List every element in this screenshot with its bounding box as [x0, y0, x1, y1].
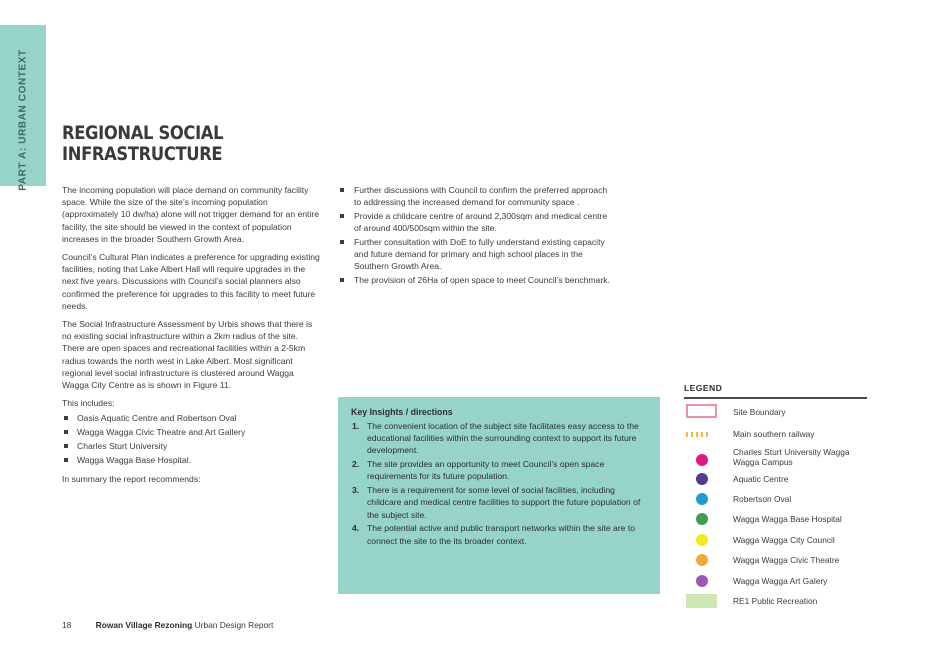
csu-campus-marker — [696, 454, 708, 466]
list-item — [351, 420, 646, 457]
item-number: 2. — [352, 459, 360, 470]
body-column-left — [62, 184, 320, 491]
body-column-right — [338, 184, 613, 287]
legend-label: Wagga Wagga Art Galery — [733, 576, 828, 586]
includes-list — [62, 412, 320, 466]
list-item: The provision of 26Ha of open space to meet Council’s benchmark. — [338, 274, 613, 286]
legend-label: Main southern railway — [733, 429, 815, 439]
base-hospital-marker — [696, 513, 708, 525]
cultural-plan-paragraph: Council’s Cultural Plan indicates a preference for upgrading existing facilities, noting that Lake Albert Hall will require upgrades in the next five years. Discussions with Council’s social planners also confirmed the preference for upgrades to this facility to meet future needs. — [62, 252, 320, 311]
key-insights-list — [351, 420, 646, 547]
list-item: Provide a childcare centre of around 2,300sqm and medical centre of around 400/500sqm within the site. — [338, 210, 613, 234]
includes-intro: This includes: — [62, 398, 115, 409]
legend-label: Wagga Wagga Civic Theatre — [733, 555, 840, 565]
recommendations-list — [338, 184, 613, 286]
public-recreation-swatch — [686, 594, 717, 608]
list-item: Charles Sturt University — [62, 440, 320, 452]
key-insights-box — [338, 397, 660, 594]
list-item: Further discussions with Council to confirm the preferred approach to addressing the increased demand for community space . — [338, 184, 613, 208]
item-number: 3. — [352, 485, 360, 496]
legend-label: RE1 Public Recreation — [733, 596, 818, 606]
list-item: Wagga Wagga Base Hospital. — [62, 454, 320, 466]
page-title-line-1: REGIONAL SOCIAL — [62, 122, 224, 144]
page-title — [62, 123, 286, 165]
list-item — [351, 458, 646, 482]
item-text: The convenient location of the subject site facilitates easy access to the educational facilities within the surrounding context to support its future development. — [367, 421, 639, 456]
page-footer — [62, 620, 273, 630]
map-legend — [684, 383, 867, 606]
robertson-oval-marker — [696, 493, 708, 505]
legend-label: Wagga Wagga City Council — [733, 535, 835, 545]
assessment-paragraph: The Social Infrastructure Assessment by Urbis shows that there is no existing social infrastructure within a 2km radius of the site. There are open spaces and recreational facilities within a 2-5km radius towards the north west in Lake Albert. Most significant regional level social infrastructure is clustered around Wagga Wagga City Centre as is shown in Figure 11. — [62, 319, 313, 391]
item-number: 4. — [352, 523, 360, 534]
section-tab-label: PART A: URBAN CONTEXT — [17, 49, 29, 191]
city-council-marker — [696, 534, 708, 546]
list-item: Wagga Wagga Civic Theatre and Art Gallery — [62, 426, 320, 438]
list-item: Further consultation with DoE to fully understand existing capacity and future demand for primary and high school places in the Southern Growth Area. — [338, 236, 613, 273]
legend-label: Site Boundary — [733, 407, 786, 417]
list-item — [351, 522, 646, 546]
item-number: 1. — [352, 421, 360, 431]
legend-title: LEGEND — [684, 383, 867, 399]
item-text: There is a requirement for some level of social facilities, including childcare and medical centre facilities to support the future population of the subject site. — [367, 485, 641, 520]
legend-label: Wagga Wagga Base Hospital — [733, 514, 842, 524]
key-insights-title: Key Insights / directions — [351, 407, 453, 417]
aquatic-centre-marker — [696, 473, 708, 485]
item-text: The potential active and public transport networks within the site are to connect the site to the its broader context. — [367, 523, 635, 546]
section-tab — [0, 25, 46, 191]
legend-label: Charles Sturt University Wagga Wagga Campus — [733, 447, 850, 467]
legend-label: Robertson Oval — [733, 494, 792, 504]
item-text: The site provides an opportunity to meet Council’s open space requirements for its future population. — [367, 459, 605, 482]
railway-line-swatch — [686, 432, 711, 437]
document-subtitle: Urban Design Report — [194, 620, 274, 630]
page-title-line-2: INFRASTRUCTURE — [62, 143, 223, 165]
site-boundary-swatch — [686, 404, 717, 418]
intro-paragraph: The incoming population will place demand on community facility space. While the size of the site’s incoming population (approximately 10 dw/ha) alone will not trigger demand for an entire facility, the site should be viewed in the context of population increases in the broader Southern Growth Area. — [62, 185, 319, 244]
page-number: 18 — [62, 620, 72, 630]
list-item: Oasis Aquatic Centre and Robertson Oval — [62, 412, 320, 424]
legend-label: Aquatic Centre — [733, 474, 789, 484]
art-gallery-marker — [696, 575, 708, 587]
list-item — [351, 484, 646, 521]
summary-line: In summary the report recommends: — [62, 473, 201, 484]
document-title: Rowan Village Rezoning — [95, 620, 193, 630]
civic-theatre-marker — [696, 554, 708, 566]
